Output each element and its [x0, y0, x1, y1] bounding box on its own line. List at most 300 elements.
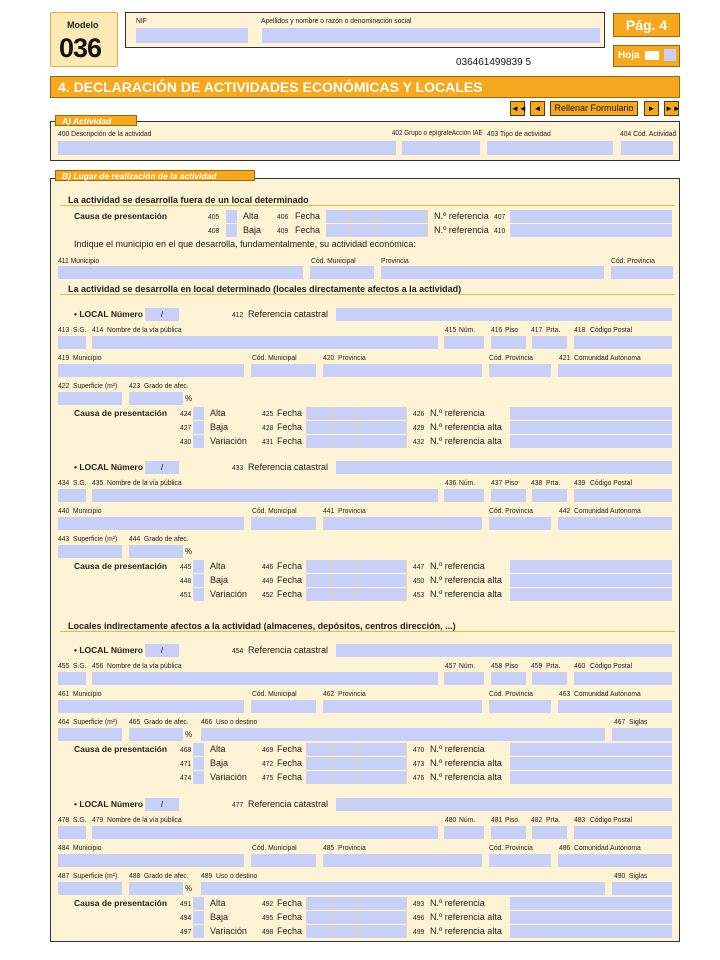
- local2-n-baja-nref: 450: [413, 576, 425, 585]
- first-page-button[interactable]: ◄◄: [510, 101, 525, 116]
- local2-codmun-input[interactable]: [251, 517, 316, 530]
- fuera-nref1-label: N.º referencia: [434, 211, 489, 221]
- identification-box: [125, 12, 605, 48]
- local4-variacion-fecha-label: Fecha: [277, 926, 303, 936]
- local2-baja-fecha-month[interactable]: [332, 574, 357, 587]
- local4-alta-fecha-month[interactable]: [332, 897, 357, 910]
- local4-sg-label: S.G.: [73, 815, 87, 824]
- local4-sup-label: Superficie (m²): [73, 871, 118, 880]
- local1-n-cp: 418: [574, 325, 586, 334]
- local3-n-grado: 465: [129, 717, 141, 726]
- fuera-fecha1-day[interactable]: [326, 210, 352, 223]
- local2-variacion-fecha-month[interactable]: [332, 588, 357, 601]
- local4-n-num: 480: [445, 815, 457, 824]
- local1-piso-input[interactable]: [491, 336, 526, 349]
- local2-baja-checkbox[interactable]: [193, 574, 204, 587]
- local1-alta-fecha-year[interactable]: [357, 407, 407, 420]
- local1-baja-checkbox[interactable]: [193, 421, 204, 434]
- local3-variacion-fecha-day[interactable]: [306, 771, 332, 784]
- local3-baja-checkbox[interactable]: [193, 757, 204, 770]
- local1-variacion-nref-label: N.º referencia alta: [430, 436, 502, 446]
- local1-variacion-fecha-month[interactable]: [332, 435, 357, 448]
- local1-alta-checkbox[interactable]: [193, 407, 204, 420]
- local4-sup-input[interactable]: [58, 882, 122, 895]
- local2-ca-label: Comunidad Autónoma: [574, 506, 641, 515]
- local3-codprov-input[interactable]: [489, 700, 551, 713]
- local2-variacion-fecha-day[interactable]: [306, 588, 332, 601]
- local1-alta-nref-input[interactable]: [510, 407, 672, 420]
- local3-siglas-input[interactable]: [612, 728, 672, 741]
- local2-codprov-label: Cód. Provincia: [489, 506, 533, 515]
- local4-cp-label: Código Postal: [590, 815, 633, 824]
- local1-mun-input[interactable]: [58, 364, 244, 377]
- local4-siglas-label: Siglas: [629, 871, 648, 880]
- fuera-fecha2-day[interactable]: [326, 224, 352, 237]
- local4-num-input[interactable]: [444, 826, 484, 839]
- local4-variacion-nref-label: N.º referencia alta: [430, 926, 502, 936]
- apellidos-input[interactable]: [262, 28, 600, 43]
- apellidos-label: Apellidos y nombre o razón o denominación social: [261, 16, 412, 25]
- local2-local-numero-label: • LOCAL Número: [74, 462, 143, 472]
- local4-n-piso: 481: [491, 815, 503, 824]
- local4-alta-nref-input[interactable]: [510, 897, 672, 910]
- local2-variacion-checkbox[interactable]: [193, 588, 204, 601]
- local4-cp-input[interactable]: [574, 826, 672, 839]
- local1-n-variacion-nref: 432: [413, 437, 425, 446]
- local1-piso-label: Piso: [505, 325, 519, 334]
- local4-n-via: 479: [92, 815, 104, 824]
- local3-variacion-fecha-month[interactable]: [332, 771, 357, 784]
- local1-baja-fecha-month[interactable]: [332, 421, 357, 434]
- local1-n-variacion-fecha: 431: [262, 437, 274, 446]
- local2-n-variacion-fecha: 452: [262, 590, 274, 599]
- local4-baja-fecha-year[interactable]: [357, 911, 407, 924]
- fuera-alta-checkbox[interactable]: [226, 210, 237, 223]
- local3-alta-label: Alta: [210, 744, 226, 754]
- local1-grado-label: Grado de afec.: [144, 381, 189, 390]
- local4-n-variacion-cb: 497: [180, 927, 192, 936]
- local2-via-input[interactable]: [92, 489, 438, 502]
- nif-input[interactable]: [136, 28, 248, 43]
- local1-pct-sign: %: [185, 394, 193, 403]
- local3-variacion-nref-input[interactable]: [510, 771, 672, 784]
- fuera-municipio-input[interactable]: [58, 266, 303, 279]
- local1-alta-nref-label: N.º referencia: [430, 408, 485, 418]
- local1-cp-input[interactable]: [574, 336, 672, 349]
- local4-baja-nref-input[interactable]: [510, 911, 672, 924]
- local4-n-ca: 486: [559, 843, 571, 852]
- local2-mun-label: Municipio: [73, 506, 102, 515]
- local4-n-baja-fecha: 495: [262, 913, 274, 922]
- local3-local-numero-input[interactable]: /: [145, 644, 179, 657]
- fuera-provincia-input[interactable]: [381, 266, 604, 279]
- local4-alta-fecha-year[interactable]: [357, 897, 407, 910]
- local2-n-baja-cb: 448: [180, 576, 192, 585]
- local4-baja-label: Baja: [210, 912, 229, 922]
- indirectos-heading: Locales indirectamente afectos a la actividad (almacenes, depósitos, centros dirección, ...): [60, 620, 675, 632]
- local2-alta-fecha-year[interactable]: [357, 560, 407, 573]
- local3-uso-input[interactable]: [201, 728, 605, 741]
- local4-alta-label: Alta: [210, 898, 226, 908]
- local3-n-variacion-fecha: 475: [262, 773, 274, 782]
- section-title: 4. DECLARACIÓN DE ACTIVIDADES ECONÓMICAS Y LOCALES: [50, 76, 680, 98]
- local3-n-prov: 462: [323, 689, 335, 698]
- local1-refcat-input[interactable]: [336, 308, 672, 321]
- local4-variacion-fecha-year[interactable]: [357, 925, 407, 938]
- fuera-provincia-label: Provincia: [381, 256, 409, 265]
- local3-n-uso: 466: [201, 717, 213, 726]
- local1-n-alta-cb: 424: [180, 409, 192, 418]
- local3-causa-label: Causa de presentación: [74, 744, 168, 754]
- local4-alta-checkbox[interactable]: [193, 897, 204, 910]
- local1-variacion-fecha-year[interactable]: [357, 435, 407, 448]
- local1-n-refcat: 412: [232, 310, 244, 319]
- local4-n-alta-cb: 491: [180, 899, 192, 908]
- local1-num-input[interactable]: [444, 336, 484, 349]
- local2-sup-input[interactable]: [58, 545, 122, 558]
- fuera-cod-prov-label: Cód. Provincia: [611, 256, 655, 265]
- prev-page-button[interactable]: ◄: [530, 101, 545, 116]
- cod-actividad-input[interactable]: [621, 141, 673, 155]
- local4-sg-input[interactable]: [58, 826, 86, 839]
- fuera-nref2-label: N.º referencia: [434, 225, 489, 235]
- local3-baja-fecha-label: Fecha: [277, 758, 303, 768]
- local3-ca-label: Comunidad Autónoma: [574, 689, 641, 698]
- local4-variacion-checkbox[interactable]: [193, 925, 204, 938]
- local3-n-via: 456: [92, 661, 104, 670]
- local2-piso-label: Piso: [505, 478, 519, 487]
- local4-baja-checkbox[interactable]: [193, 911, 204, 924]
- local3-uso-label: Uso o destino: [216, 717, 258, 726]
- local1-prov-label: Provincia: [338, 353, 366, 362]
- local1-prta-input[interactable]: [532, 336, 567, 349]
- local1-ca-input[interactable]: [558, 364, 672, 377]
- hoja-label: Hoja: [618, 50, 640, 61]
- hoja-button[interactable]: [613, 45, 680, 67]
- local2-n-prov: 441: [323, 506, 335, 515]
- local4-n-cp: 483: [574, 815, 586, 824]
- local2-n-alta-cb: 445: [180, 562, 192, 571]
- local2-alta-fecha-day[interactable]: [306, 560, 332, 573]
- n406: 406: [277, 212, 289, 221]
- local2-n-prta: 438: [531, 478, 543, 487]
- local3-cp-input[interactable]: [574, 672, 672, 685]
- local3-baja-nref-input[interactable]: [510, 757, 672, 770]
- local1-n-baja-nref: 429: [413, 423, 425, 432]
- local3-sup-label: Superficie (m²): [73, 717, 118, 726]
- local3-baja-fecha-month[interactable]: [332, 757, 357, 770]
- local3-n-alta-fecha: 469: [262, 745, 274, 754]
- local4-mun-input[interactable]: [58, 854, 244, 867]
- fill-form-button[interactable]: Rellenar Formulario: [550, 101, 638, 116]
- local1-refcat-label: Referencia catastral: [248, 309, 329, 319]
- local3-alta-fecha-day[interactable]: [306, 743, 332, 756]
- local2-n-variacion-cb: 451: [180, 590, 192, 599]
- local4-n-sup: 487: [58, 871, 70, 880]
- local2-prov-input[interactable]: [323, 517, 482, 530]
- local4-uso-input[interactable]: [201, 882, 605, 895]
- local1-n-sg: 413: [58, 325, 70, 334]
- local2-alta-fecha-month[interactable]: [332, 560, 357, 573]
- local3-grado-input[interactable]: [129, 728, 183, 741]
- modelo-number: 036: [59, 33, 102, 63]
- local1-local-numero-label: • LOCAL Número: [74, 309, 143, 319]
- local2-sg-input[interactable]: [58, 489, 86, 502]
- local4-n-alta-nref: 493: [413, 899, 425, 908]
- local1-baja-fecha-day[interactable]: [306, 421, 332, 434]
- local4-variacion-fecha-day[interactable]: [306, 925, 332, 938]
- local3-sg-input[interactable]: [58, 672, 86, 685]
- local1-cp-label: Código Postal: [590, 325, 633, 334]
- local3-baja-fecha-year[interactable]: [357, 757, 407, 770]
- field-400-label: 400 Descripción de la actividad: [58, 129, 152, 138]
- local4-pct-sign: %: [185, 884, 193, 893]
- local4-prta-input[interactable]: [532, 826, 567, 839]
- local3-piso-label: Piso: [505, 661, 519, 670]
- local2-alta-nref-input[interactable]: [510, 560, 672, 573]
- local3-siglas-label: Siglas: [629, 717, 648, 726]
- descripcion-actividad-input[interactable]: [58, 141, 396, 155]
- local4-ca-input[interactable]: [558, 854, 672, 867]
- barcode-number: 036461499839 5: [456, 57, 532, 68]
- tipo-actividad-input[interactable]: [487, 141, 613, 155]
- local3-mun-label: Municipio: [73, 689, 102, 698]
- fuera-alta-label: Alta: [243, 211, 259, 221]
- indique-text: Indique el municipio en el que desarrolla, fundamentalmente, su actividad económica:: [74, 239, 416, 249]
- local4-n-variacion-nref: 499: [413, 927, 425, 936]
- local1-variacion-checkbox[interactable]: [193, 435, 204, 448]
- local2-baja-nref-input[interactable]: [510, 574, 672, 587]
- local4-piso-label: Piso: [505, 815, 519, 824]
- local4-baja-fecha-day[interactable]: [306, 911, 332, 924]
- n407: 407: [494, 212, 506, 221]
- local1-sup-input[interactable]: [58, 392, 122, 405]
- field-411-label: 411 Municipio: [58, 256, 100, 265]
- local3-alta-checkbox[interactable]: [193, 743, 204, 756]
- local2-alta-fecha-label: Fecha: [277, 561, 303, 571]
- local2-n-sup: 443: [58, 534, 70, 543]
- local3-piso-input[interactable]: [491, 672, 526, 685]
- local3-n-alta-nref: 470: [413, 745, 425, 754]
- fuera-fecha2-month[interactable]: [352, 224, 377, 237]
- local1-variacion-label: Variación: [210, 436, 247, 446]
- fuera-baja-checkbox[interactable]: [226, 224, 237, 237]
- fuera-baja-label: Baja: [243, 225, 262, 235]
- local3-via-label: Nombre de la vía pública: [107, 661, 182, 670]
- local3-num-input[interactable]: [444, 672, 484, 685]
- hoja-input[interactable]: [664, 49, 676, 61]
- local3-mun-input[interactable]: [58, 700, 244, 713]
- local2-baja-fecha-year[interactable]: [357, 574, 407, 587]
- local4-n-prta: 482: [531, 815, 543, 824]
- local4-n-refcat: 477: [232, 800, 244, 809]
- local1-variacion-fecha-label: Fecha: [277, 436, 303, 446]
- local1-via-input[interactable]: [92, 336, 438, 349]
- local3-variacion-fecha-year[interactable]: [357, 771, 407, 784]
- page-badge: Pág. 4: [613, 13, 680, 37]
- local4-piso-input[interactable]: [491, 826, 526, 839]
- local4-via-label: Nombre de la vía pública: [107, 815, 182, 824]
- local3-prta-label: Prta.: [546, 661, 561, 670]
- local4-codprov-input[interactable]: [489, 854, 551, 867]
- fuera-cod-mun-label: Cód. Municipal: [311, 256, 356, 265]
- modelo-label: Modelo: [67, 20, 99, 30]
- local1-alta-fecha-month[interactable]: [332, 407, 357, 420]
- local2-variacion-nref-input[interactable]: [510, 588, 672, 601]
- local3-codmun-input[interactable]: [251, 700, 316, 713]
- local3-alta-nref-input[interactable]: [510, 743, 672, 756]
- local1-n-piso: 416: [491, 325, 503, 334]
- local4-alta-nref-label: N.º referencia: [430, 898, 485, 908]
- local1-baja-fecha-label: Fecha: [277, 422, 303, 432]
- local2-cp-input[interactable]: [574, 489, 672, 502]
- local1-n-num: 415: [445, 325, 457, 334]
- local3-refcat-label: Referencia catastral: [248, 645, 329, 655]
- local2-n-refcat: 433: [232, 463, 244, 472]
- local3-n-baja-cb: 471: [180, 759, 192, 768]
- local4-codmun-input[interactable]: [251, 854, 316, 867]
- fuera-nref2-input[interactable]: [510, 224, 672, 237]
- local4-prov-input[interactable]: [323, 854, 482, 867]
- local2-refcat-input[interactable]: [336, 461, 672, 474]
- local1-ca-label: Comunidad Autónoma: [574, 353, 641, 362]
- local2-variacion-fecha-label: Fecha: [277, 589, 303, 599]
- local4-refcat-label: Referencia catastral: [248, 799, 329, 809]
- local1-sup-label: Superficie (m²): [73, 381, 118, 390]
- local4-refcat-input[interactable]: [336, 798, 672, 811]
- local4-prta-label: Prta.: [546, 815, 561, 824]
- local4-n-prov: 485: [323, 843, 335, 852]
- local1-alta-fecha-label: Fecha: [277, 408, 303, 418]
- local3-variacion-checkbox[interactable]: [193, 771, 204, 784]
- local2-codprov-input[interactable]: [489, 517, 551, 530]
- local1-baja-nref-input[interactable]: [510, 421, 672, 434]
- local3-prta-input[interactable]: [532, 672, 567, 685]
- local2-num-input[interactable]: [444, 489, 484, 502]
- fuera-fecha1-month[interactable]: [352, 210, 377, 223]
- local2-ca-input[interactable]: [558, 517, 672, 530]
- local2-variacion-fecha-year[interactable]: [357, 588, 407, 601]
- local1-codmun-input[interactable]: [251, 364, 316, 377]
- local4-baja-fecha-month[interactable]: [332, 911, 357, 924]
- fuera-nref1-input[interactable]: [510, 210, 672, 223]
- local2-piso-input[interactable]: [491, 489, 526, 502]
- local1-n-variacion-cb: 430: [180, 437, 192, 446]
- local4-uso-label: Uso o destino: [216, 871, 258, 880]
- lugar-tab: B) Lugar de realización de la actividad: [55, 170, 255, 181]
- local4-variacion-fecha-month[interactable]: [332, 925, 357, 938]
- local2-cp-label: Código Postal: [590, 478, 633, 487]
- local2-prta-input[interactable]: [532, 489, 567, 502]
- actividad-tab: A) Actividad: [55, 115, 137, 126]
- local1-alta-fecha-day[interactable]: [306, 407, 332, 420]
- local2-grado-label: Grado de afec.: [144, 534, 189, 543]
- fuera-cod-mun-input[interactable]: [310, 266, 374, 279]
- local3-codmun-label: Cód. Municipal: [252, 689, 297, 698]
- modelo-box: [50, 12, 118, 67]
- local2-codmun-label: Cód. Municipal: [252, 506, 297, 515]
- local3-refcat-input[interactable]: [336, 644, 672, 657]
- local4-num-label: Núm.: [459, 815, 476, 824]
- local3-codprov-label: Cód. Provincia: [489, 689, 533, 698]
- local1-n-sup: 422: [58, 381, 70, 390]
- local1-baja-fecha-year[interactable]: [357, 421, 407, 434]
- local4-variacion-nref-input[interactable]: [510, 925, 672, 938]
- local1-codprov-input[interactable]: [489, 364, 551, 377]
- local2-alta-checkbox[interactable]: [193, 560, 204, 573]
- fuera-heading: La actividad se desarrolla fuera de un local determinado: [60, 194, 675, 206]
- local2-n-num: 436: [445, 478, 457, 487]
- local3-ca-input[interactable]: [558, 700, 672, 713]
- local1-via-label: Nombre de la vía pública: [107, 325, 182, 334]
- local2-grado-input[interactable]: [129, 545, 183, 558]
- local4-local-numero-input[interactable]: /: [145, 798, 179, 811]
- local3-alta-fecha-year[interactable]: [357, 743, 407, 756]
- local2-mun-input[interactable]: [58, 517, 244, 530]
- local1-grado-input[interactable]: [129, 392, 183, 405]
- local1-n-via: 414: [92, 325, 104, 334]
- local3-baja-label: Baja: [210, 758, 229, 768]
- fuera-cod-prov-input[interactable]: [611, 266, 673, 279]
- local2-local-numero-input[interactable]: /: [145, 461, 179, 474]
- local2-n-alta-nref: 447: [413, 562, 425, 571]
- local3-alta-fecha-month[interactable]: [332, 743, 357, 756]
- local3-via-input[interactable]: [92, 672, 438, 685]
- local1-variacion-nref-input[interactable]: [510, 435, 672, 448]
- fuera-fecha2-label: Fecha: [295, 225, 321, 235]
- local2-prov-label: Provincia: [338, 506, 366, 515]
- hoja-icon: [645, 51, 659, 60]
- grupo-iae-input[interactable]: [402, 141, 480, 155]
- local2-baja-fecha-day[interactable]: [306, 574, 332, 587]
- local4-n-mun: 484: [58, 843, 70, 852]
- fuera-fecha2-year[interactable]: [377, 224, 428, 237]
- local3-prov-input[interactable]: [323, 700, 482, 713]
- local1-variacion-fecha-day[interactable]: [306, 435, 332, 448]
- local1-local-numero-input[interactable]: /: [145, 308, 179, 321]
- local1-prov-input[interactable]: [323, 364, 482, 377]
- last-page-button[interactable]: ►►: [664, 101, 679, 116]
- local4-grado-input[interactable]: [129, 882, 183, 895]
- fuera-fecha1-year[interactable]: [377, 210, 428, 223]
- n408: 408: [208, 226, 220, 235]
- local4-siglas-input[interactable]: [612, 882, 672, 895]
- local4-alta-fecha-day[interactable]: [306, 897, 332, 910]
- local2-n-alta-fecha: 446: [262, 562, 274, 571]
- local3-baja-fecha-day[interactable]: [306, 757, 332, 770]
- field-404-label: 404 Cód. Actividad: [620, 129, 677, 138]
- local3-sg-label: S.G.: [73, 661, 87, 670]
- local3-sup-input[interactable]: [58, 728, 122, 741]
- local2-baja-nref-label: N.º referencia alta: [430, 575, 502, 585]
- local4-n-uso: 489: [201, 871, 213, 880]
- local4-alta-fecha-label: Fecha: [277, 898, 303, 908]
- local3-n-sg: 455: [58, 661, 70, 670]
- local1-sg-input[interactable]: [58, 336, 86, 349]
- local3-grado-label: Grado de afec.: [144, 717, 189, 726]
- local1-num-label: Núm.: [459, 325, 476, 334]
- local1-sg-label: S.G.: [73, 325, 87, 334]
- local1-alta-label: Alta: [210, 408, 226, 418]
- local4-ca-label: Comunidad Autónoma: [574, 843, 641, 852]
- next-page-button[interactable]: ►: [644, 101, 659, 116]
- local3-local-numero-label: • LOCAL Número: [74, 645, 143, 655]
- local2-n-cp: 439: [574, 478, 586, 487]
- n410: 410: [494, 226, 506, 235]
- local4-via-input[interactable]: [92, 826, 438, 839]
- local3-num-label: Núm.: [459, 661, 476, 670]
- local2-alta-nref-label: N.º referencia: [430, 561, 485, 571]
